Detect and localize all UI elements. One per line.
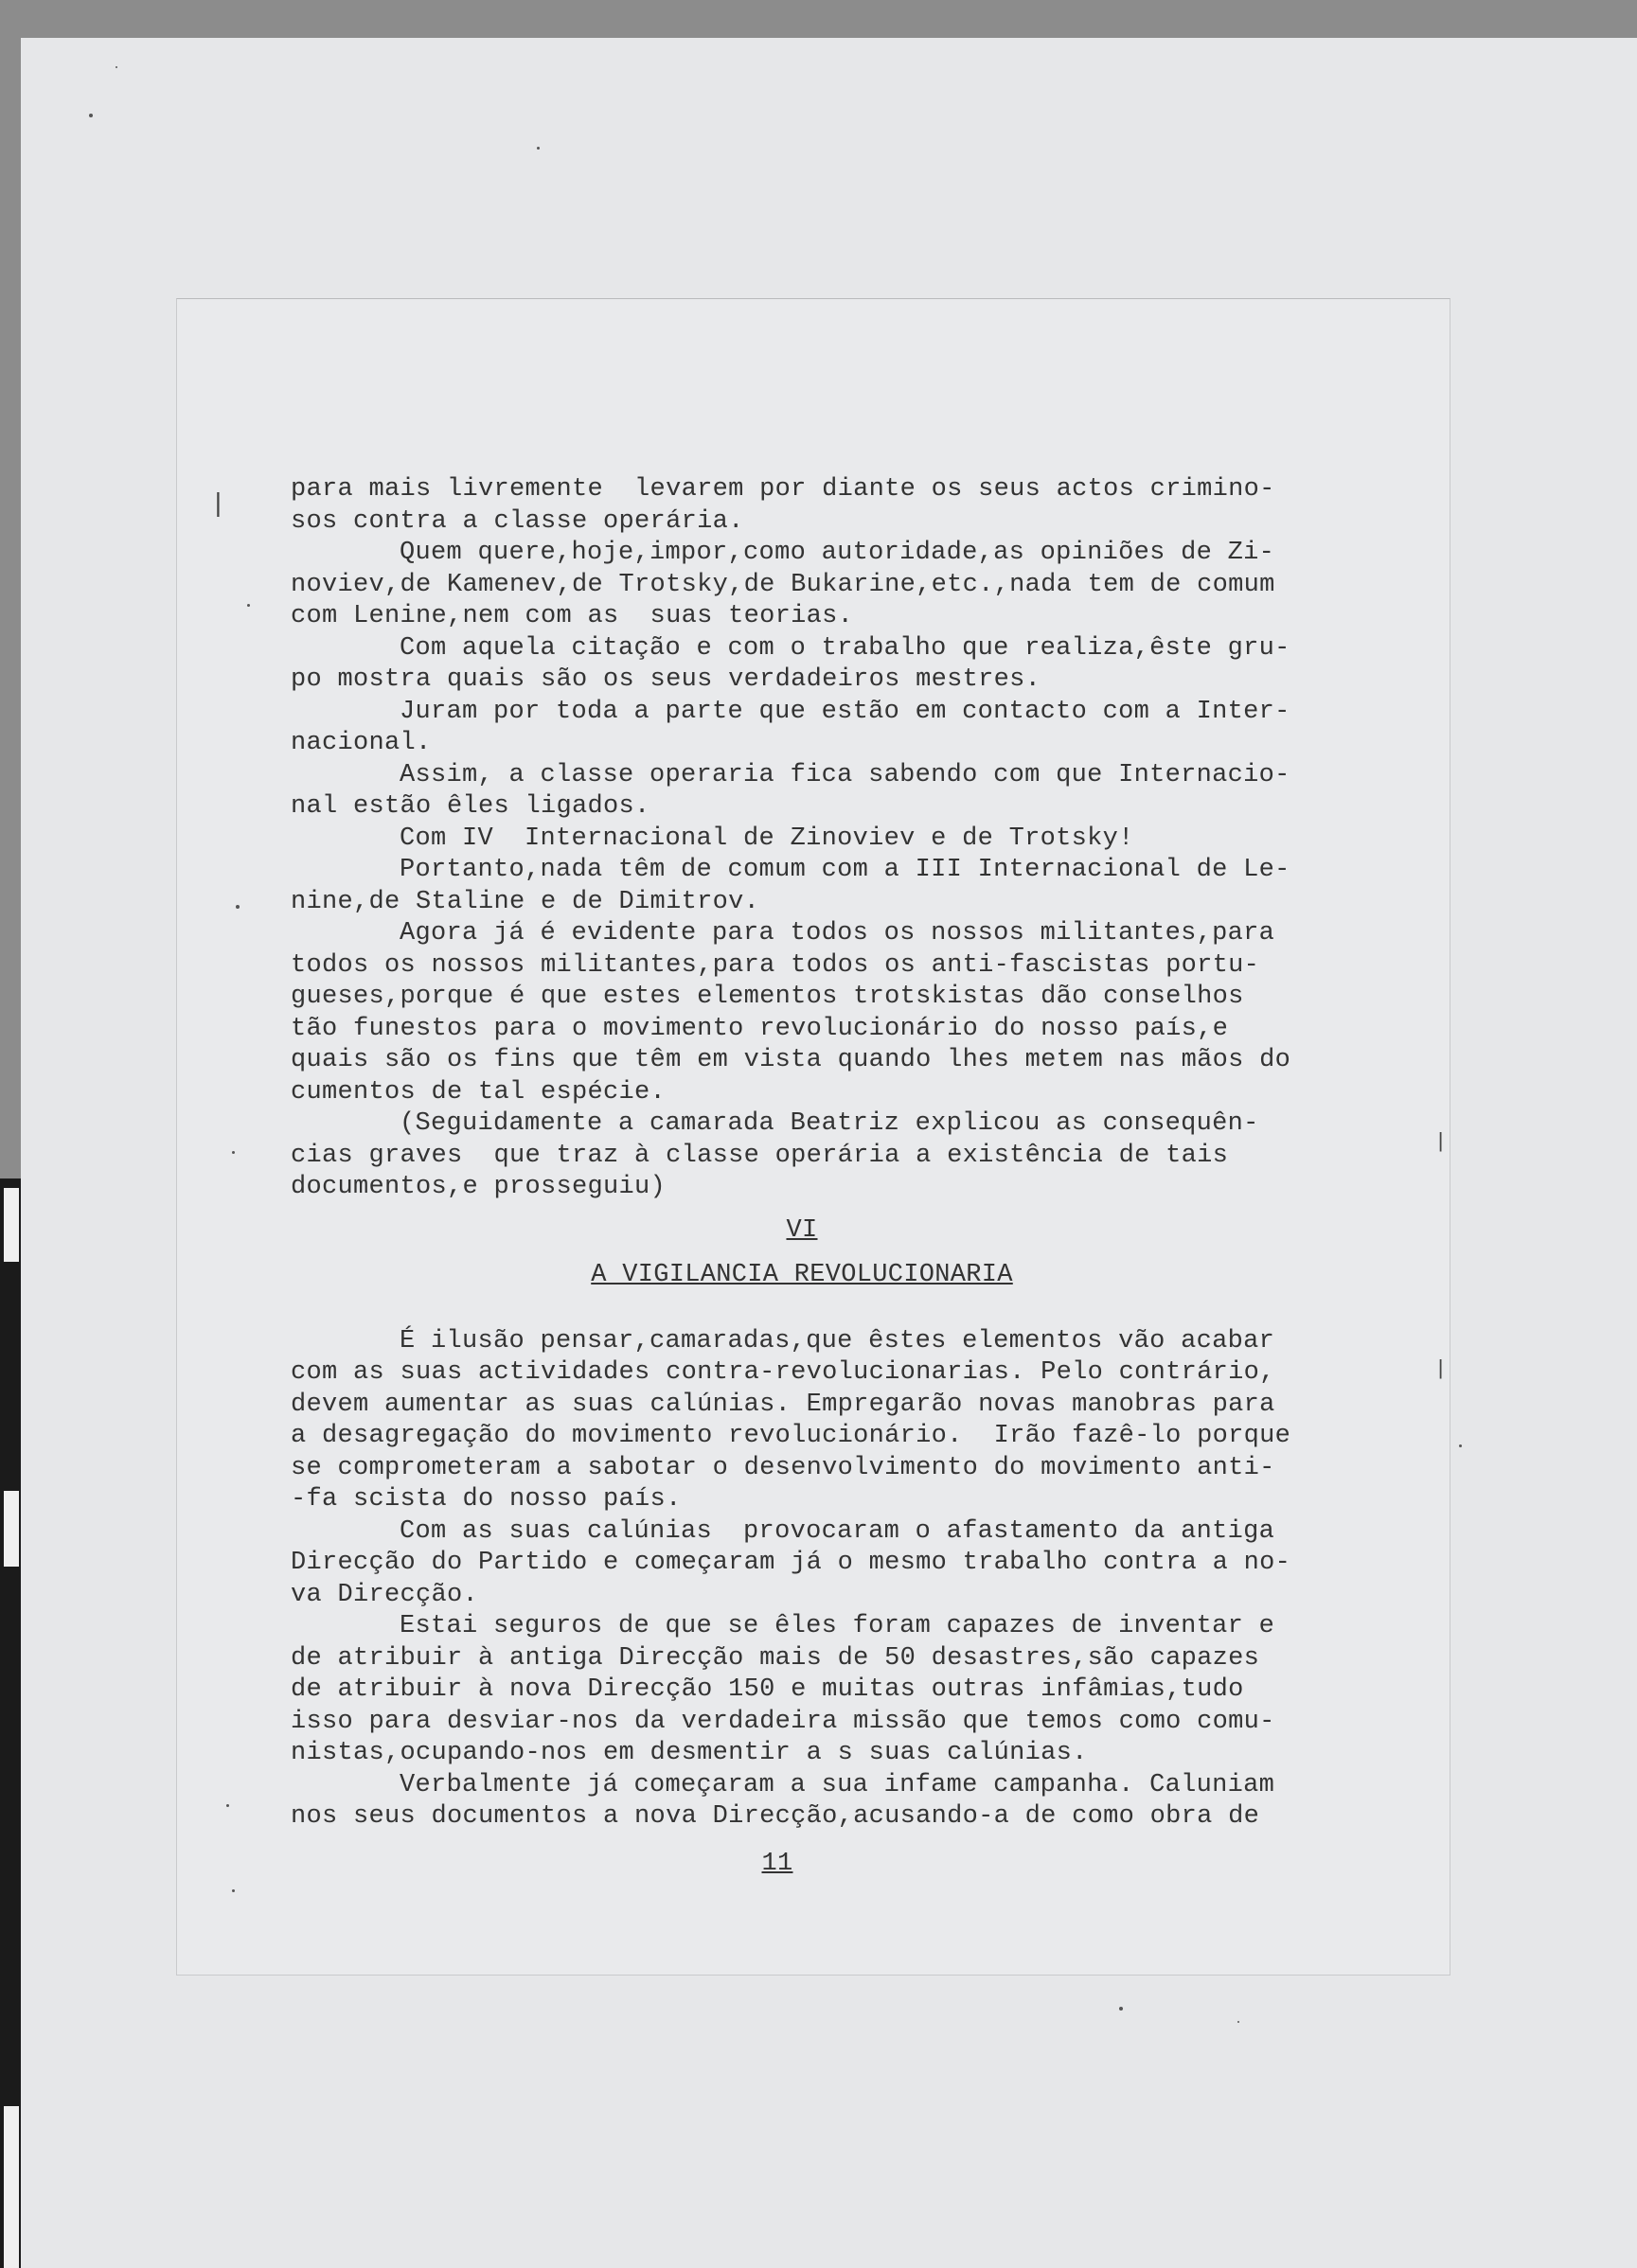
scanned-sheet [21, 38, 1637, 2268]
text-line: quais são os fins que têm em vista quando lhes metem nas mãos do [291, 1046, 1291, 1074]
speck [1237, 2021, 1239, 2023]
text-line: isso para desviar-nos da verdadeira missão que temos como comu- [291, 1707, 1275, 1736]
scale-segment [4, 2106, 19, 2268]
text-line: Assim, a classe operaria fica sabendo com que Internacio- [400, 760, 1290, 789]
text-line: cumentos de tal espécie. [291, 1077, 667, 1107]
text-line: Estai seguros de que se êles foram capazes de inventar e [400, 1612, 1275, 1640]
text-line: com as suas actividades contra-revolucionarias. Pelo contrário, [291, 1358, 1275, 1387]
text-line: nacional. [291, 729, 432, 757]
text-line: de atribuir à antiga Direcção mais de 50 desastres,são capazes [291, 1643, 1260, 1673]
text-line: gueses,porque é que estes elementos trotskistas dão conselhos [291, 983, 1244, 1011]
speck [89, 114, 93, 117]
section-title: A VIGILANCIA REVOLUCIONARIA [591, 1261, 1013, 1289]
speck [236, 905, 240, 909]
text-block-before-section [291, 474, 1313, 1204]
speck [232, 1151, 235, 1154]
text-line: se comprometeram a sabotar o desenvolvimento do movimento anti- [291, 1453, 1275, 1482]
text-line: va Direcção. [291, 1580, 479, 1609]
text-line: Direcção do Partido e começaram já o mesmo trabalho contra a no- [291, 1549, 1291, 1577]
scale-segment [4, 1491, 19, 1567]
text-line: Com aquela citação e com o trabalho que realiza,êste gru- [400, 633, 1290, 663]
text-line: tão funestos para o movimento revolucionário do nosso país,e [291, 1014, 1229, 1043]
speck [247, 604, 250, 607]
speck [116, 66, 117, 68]
margin-mark: | [1434, 1357, 1448, 1381]
speck [226, 1804, 229, 1807]
text-line: cias graves que traz à classe operária a existência de tais [291, 1141, 1229, 1170]
text-line: É ilusão pensar,camaradas,que êstes elementos vão acabar [400, 1326, 1275, 1355]
section-number: VI [786, 1215, 818, 1245]
text-line: Juram por toda a parte que estão em contacto com a Inter- [400, 697, 1290, 726]
scale-segment [4, 1188, 19, 1262]
text-line: Com IV Internacional de Zinoviev e de Trotsky! [400, 824, 1134, 853]
document-body [291, 474, 1313, 1880]
text-block-after-section [291, 1326, 1313, 1834]
text-line: com Lenine,nem com as suas teorias. [291, 602, 854, 630]
text-line: nistas,ocupando-nos em desmentir a s suas calúnias. [291, 1739, 1088, 1767]
text-line: (Seguidamente a camarada Beatriz explicou as consequên- [400, 1109, 1259, 1138]
text-line: para mais livremente levarem por diante os seus actos crimino- [291, 475, 1275, 504]
text-line: po mostra quais são os seus verdadeiros mestres. [291, 665, 1041, 694]
margin-mark: | [210, 490, 226, 520]
speck [1459, 1444, 1462, 1447]
text-line: noviev,de Kamenev,de Trotsky,de Bukarine,etc.,nada tem de comum [291, 570, 1275, 599]
text-line: Com as suas calúnias provocaram o afastamento da antiga [400, 1516, 1275, 1546]
text-line: a desagregação do movimento revolucionário. Irão fazê-lo porque [291, 1422, 1291, 1450]
text-line: de atribuir à nova Direcção 150 e muitas outras infâmias,tudo [291, 1675, 1244, 1704]
text-line: sos contra a classe operária. [291, 506, 744, 536]
text-line: Agora já é evidente para todos os nossos militantes,para [400, 919, 1275, 948]
text-line: nos seus documentos a nova Direcção,acusando-a de como obra de [291, 1802, 1260, 1831]
text-line: nal estão êles ligados. [291, 792, 650, 821]
text-line: Quem quere,hoje,impor,como autoridade,as opiniões de Zi- [400, 539, 1275, 567]
text-line: Portanto,nada têm de comum com a III Internacional de Le- [400, 856, 1290, 884]
text-line: todos os nossos militantes,para todos os anti-fascistas portu- [291, 950, 1260, 980]
speck [537, 147, 540, 150]
typed-page [176, 298, 1450, 1976]
text-line: documentos,e prosseguiu) [291, 1173, 667, 1201]
text-line: -fa scista do nosso país. [291, 1485, 682, 1514]
page-number: 11 [761, 1849, 793, 1878]
text-line: Verbalmente já começaram a sua infame campanha. Caluniam [400, 1770, 1275, 1799]
measuring-scale [0, 1178, 21, 2268]
text-line: nine,de Staline e de Dimitrov. [291, 887, 760, 916]
speck [232, 1889, 235, 1892]
text-line: devem aumentar as suas calúnias. Empregarão novas manobras para [291, 1390, 1275, 1419]
margin-mark: | [1434, 1130, 1448, 1154]
speck [1119, 2007, 1123, 2011]
